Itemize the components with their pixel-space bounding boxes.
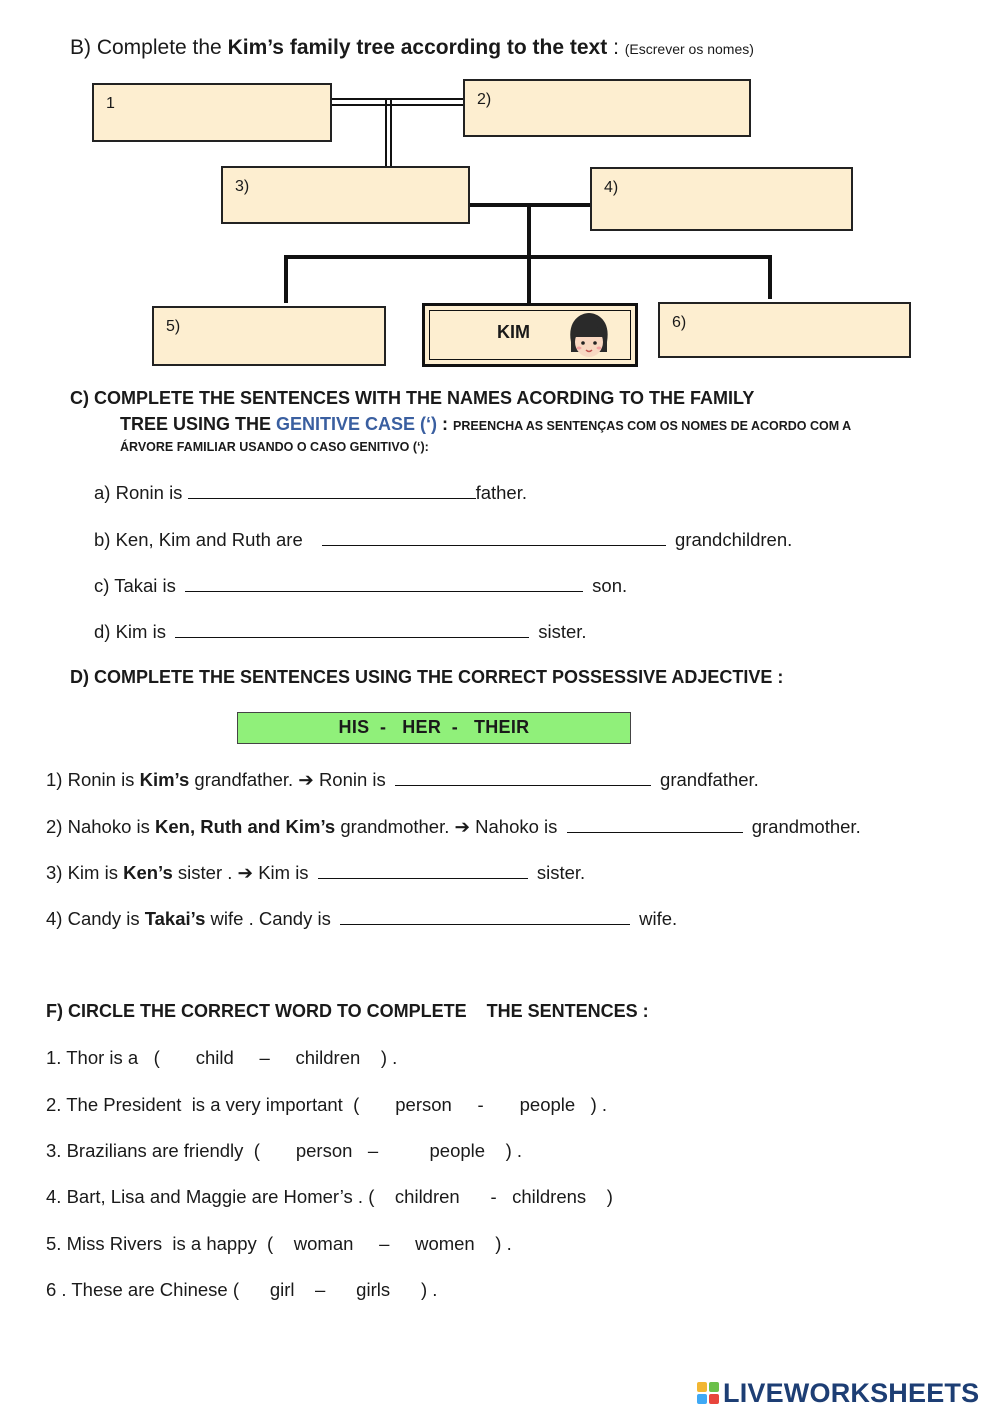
answer-blank[interactable] [340, 923, 630, 925]
tree-box-6[interactable] [658, 302, 911, 358]
sentence-f-3[interactable]: 3. Brazilians are friendly ( person – people ) . [46, 1140, 523, 1161]
title-prefix: B) Complete the [70, 36, 228, 59]
kim-box [422, 303, 638, 367]
tree-box-label: 6) [672, 314, 687, 331]
section-c-heading: C) COMPLETE THE SENTENCES WITH THE NAMES ACORDING TO THE FAMILY [70, 388, 755, 408]
title-colon: : [607, 36, 625, 59]
tree-connector [527, 205, 531, 303]
sentence-f-4[interactable]: 4. Bart, Lisa and Maggie are Homer’s . ( children - childrens ) [46, 1186, 613, 1207]
sentence-c-d: d) Kim is sister. [94, 621, 587, 642]
answer-blank[interactable] [318, 877, 528, 879]
tree-box-1[interactable] [92, 83, 332, 142]
tree-connector [284, 255, 772, 259]
answer-blank[interactable] [322, 544, 666, 546]
section-c-heading-line2: TREE USING THE GENITIVE CASE (‘) : PREENCHA AS SENTENÇAS COM OS NOMES DE ACORDO COM A [120, 414, 852, 434]
tree-box-3[interactable] [221, 166, 470, 224]
sentence-f-1[interactable]: 1. Thor is a ( child – children ) . [46, 1047, 398, 1068]
answer-blank[interactable] [567, 831, 743, 833]
sentence-c-a: a) Ronin is father. [94, 482, 528, 503]
tree-box-label: 4) [604, 179, 619, 196]
sentence-c-c: c) Takai is son. [94, 575, 628, 596]
tree-connector [330, 104, 466, 106]
tree-box-label: 3) [235, 178, 250, 195]
tree-connector [330, 98, 466, 100]
kim-label: KIM [497, 322, 530, 342]
genitive-case-label: GENITIVE CASE (‘) [276, 414, 438, 434]
answer-blank[interactable] [185, 590, 583, 592]
tree-connector [768, 255, 772, 299]
sentence-d-1: 1) Ronin is Kim’s grandfather. ➔ Ronin is grandfather. [46, 769, 759, 790]
tree-box-5[interactable] [152, 306, 386, 366]
tree-connector [385, 100, 387, 166]
tree-box-label: 5) [166, 318, 181, 335]
logo-mark-icon [697, 1382, 719, 1404]
tree-box-4[interactable] [590, 167, 853, 231]
sentence-c-b: b) Ken, Kim and Ruth are grandchildren. [94, 529, 793, 550]
sentence-f-2[interactable]: 2. The President is a very important ( person - people ) . [46, 1094, 608, 1115]
title-bold: Kim’s family tree according to the text [227, 36, 608, 59]
tree-box-2[interactable] [463, 79, 751, 137]
section-f-heading: F) CIRCLE THE CORRECT WORD TO COMPLETE THE SENTENCES : [46, 1001, 649, 1021]
sentence-f-5[interactable]: 5. Miss Rivers is a happy ( woman – women ) . [46, 1233, 512, 1254]
tree-connector [390, 100, 392, 166]
sentence-d-2: 2) Nahoko is Ken, Ruth and Kim’s grandmother. ➔ Nahoko is grandmother. [46, 816, 861, 837]
tree-box-label: 1 [106, 95, 115, 112]
girl-face-icon [563, 312, 615, 362]
liveworksheets-logo [697, 1376, 979, 1410]
tree-box-label: 2) [477, 91, 492, 108]
answer-blank[interactable] [188, 497, 476, 499]
title-note: (Escrever os nomes) [624, 41, 754, 57]
section-c-heading-line3: ÁRVORE FAMILIAR USANDO O CASO GENITIVO (‘): [120, 440, 429, 454]
tree-connector [284, 255, 288, 303]
answer-blank[interactable] [175, 636, 529, 638]
word-bank: HIS - HER - THEIR [237, 712, 631, 744]
section-d-heading: D) COMPLETE THE SENTENCES USING THE CORRECT POSSESSIVE ADJECTIVE : [70, 667, 784, 687]
sentence-f-6[interactable]: 6 . These are Chinese ( girl – girls ) . [46, 1279, 438, 1300]
sentence-d-3: 3) Kim is Ken’s sister . ➔ Kim is sister. [46, 862, 586, 883]
logo-text: LIVEWORKSHEETS [723, 1377, 980, 1408]
sentence-d-4: 4) Candy is Takai’s wife . Candy is wife. [46, 908, 678, 929]
section-b-title [70, 36, 754, 60]
answer-blank[interactable] [395, 784, 651, 786]
